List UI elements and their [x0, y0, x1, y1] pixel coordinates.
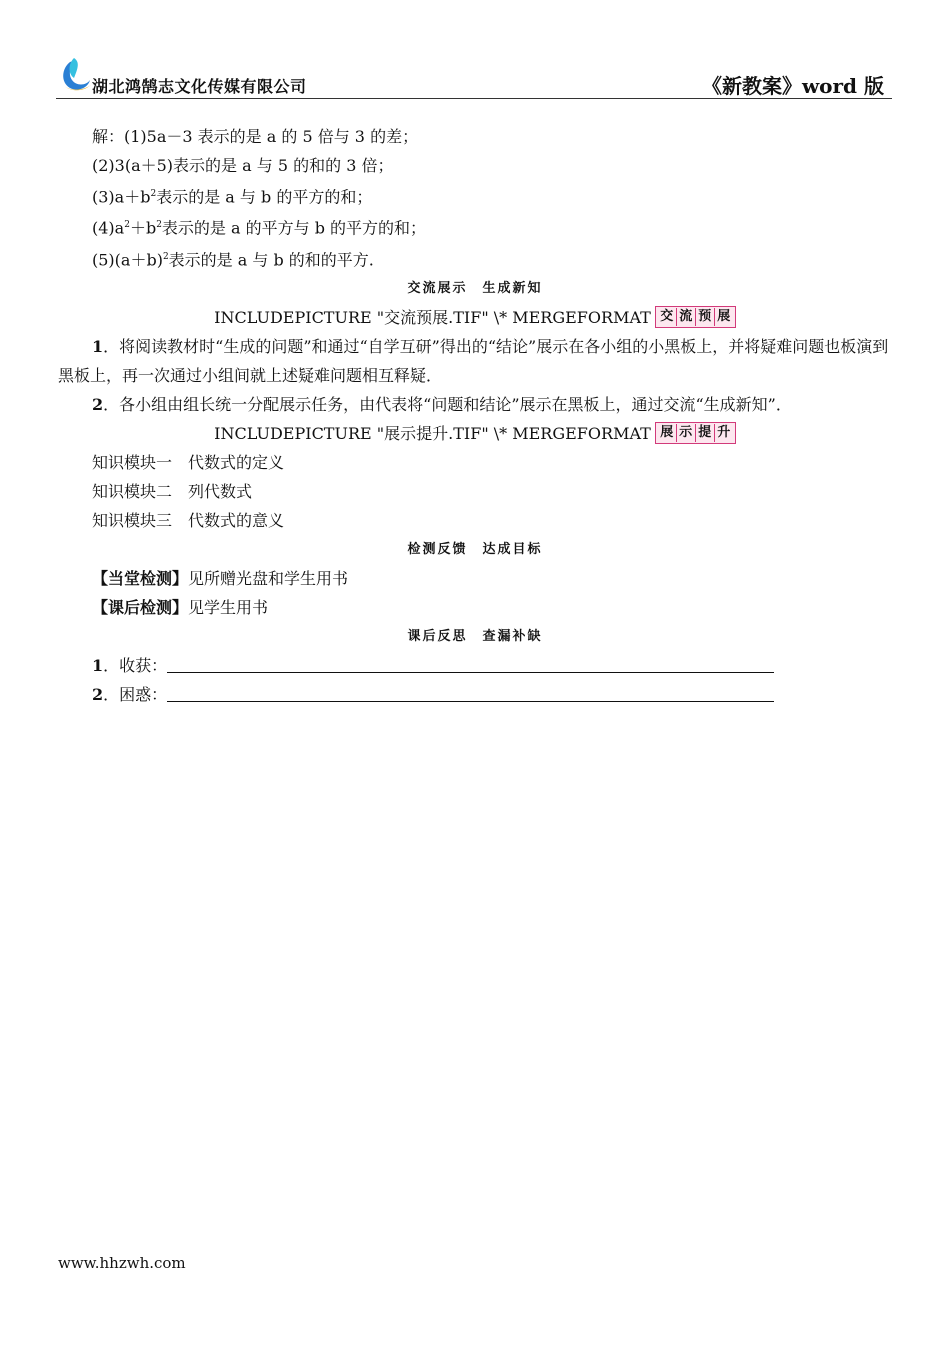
- reflection-gains: 1．收获：: [58, 651, 892, 680]
- solution-line-3: $(3)a+b^2$表示的是 a 与 b 的平方的和；: [92, 187, 373, 207]
- brand-title: 《新教案》word 版: [701, 74, 884, 98]
- badge-char: 预: [696, 308, 715, 326]
- badge-char: 升: [717, 425, 731, 441]
- reflection-doubts: 2．困惑：: [58, 680, 892, 709]
- check-in-class: 【当堂检测】见所赠光盘和学生用书: [92, 568, 349, 588]
- badge-char: 展: [717, 309, 731, 325]
- section-title-exchange: 交流展示 生成新知: [407, 280, 543, 296]
- badge-char: 提: [696, 424, 715, 442]
- gains-blank: [167, 654, 774, 673]
- include-field-1: [58, 303, 892, 332]
- badge-char: 展: [658, 424, 677, 442]
- badge-char: 示: [677, 424, 696, 442]
- include-code-1: INCLUDEPICTURE "交流预展.TIF" \* MERGEFORMAT: [214, 307, 651, 327]
- badge-char: 流: [677, 308, 696, 326]
- section-title-feedback: 检测反馈 达成目标: [407, 541, 543, 557]
- doubts-blank: [167, 683, 774, 702]
- badge-display-improve: [655, 422, 736, 444]
- instruction-1: 1．将阅读教材时“生成的问题”和通过“自学互研”得出的“结论”展示在各小组的小黑板上，并将疑难问题也板演到黑板上，再一次通过小组间就上述疑难问题相互释疑．: [58, 336, 889, 385]
- header-divider: [56, 98, 892, 99]
- solution-line-4: $(4)a^2+b^2$表示的是 a 的平方与 b 的平方的和；: [92, 218, 427, 238]
- document-body: [58, 122, 892, 709]
- company-logo-icon: [56, 56, 96, 94]
- solution-line-1: 解：(1)5a－3 表示的是 a 的 5 倍与 3 的差；: [92, 127, 419, 146]
- solution-line-5: $(5)(a+b)^2$表示的是 a 与 b 的和的平方.: [92, 249, 374, 269]
- page-header: [56, 56, 892, 100]
- company-name: 湖北鸿鹄志文化传媒有限公司: [92, 77, 307, 96]
- badge-exchange-preview: [655, 306, 736, 328]
- include-field-2: [58, 419, 892, 448]
- solution-line-2: (2)3(a＋5)表示的是 a 与 5 的和的 3 倍；: [92, 156, 394, 175]
- footer-url: www.hhzwh.com: [58, 1254, 186, 1272]
- check-after-class: 【课后检测】见学生用书: [92, 597, 269, 617]
- include-code-2: INCLUDEPICTURE "展示提升.TIF" \* MERGEFORMAT: [214, 423, 651, 443]
- badge-char: 交: [658, 308, 677, 326]
- module-2: 知识模块二 列代数式: [92, 481, 253, 501]
- module-3: 知识模块三 代数式的意义: [92, 510, 285, 530]
- module-1: 知识模块一 代数式的定义: [92, 452, 285, 472]
- section-title-reflection: 课后反思 查漏补缺: [407, 628, 543, 644]
- instruction-2: 2．各小组由组长统一分配展示任务，由代表将“问题和结论”展示在黑板上，通过交流“生成新知”．: [92, 394, 792, 414]
